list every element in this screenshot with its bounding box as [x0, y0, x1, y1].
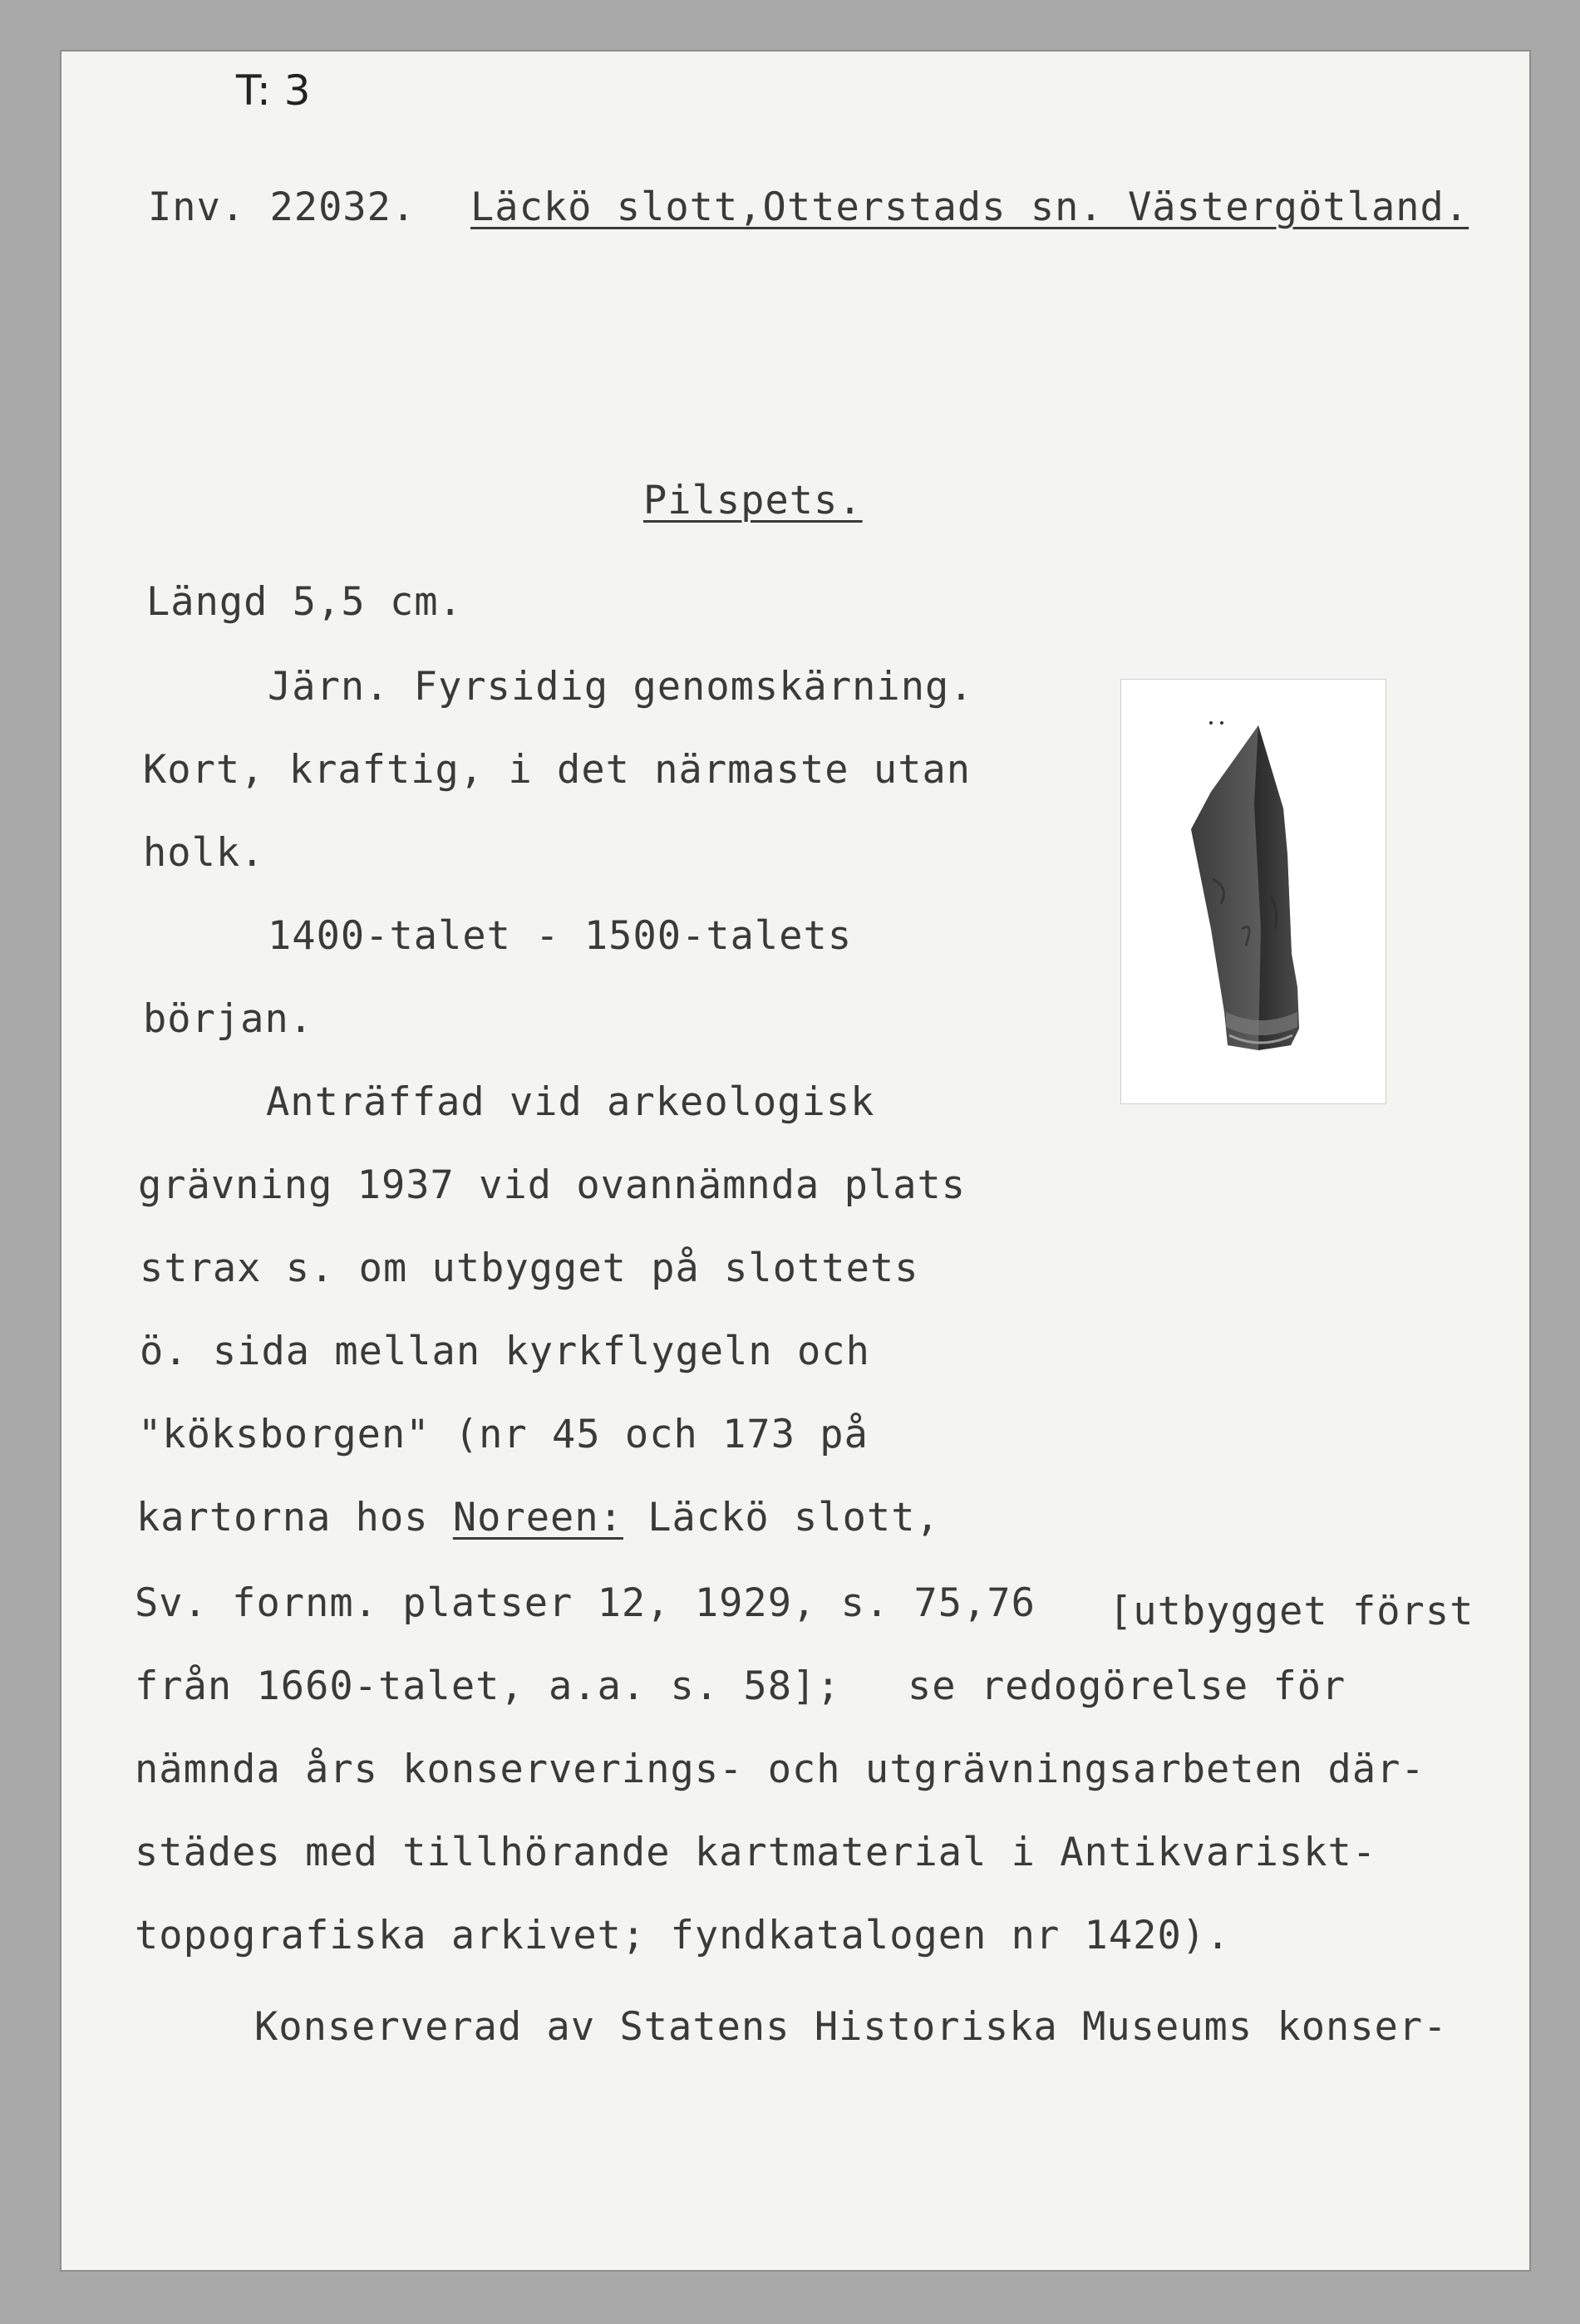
text-line: se redogörelse för [908, 1663, 1346, 1709]
author-reference: Noreen: [452, 1495, 623, 1540]
text-line: Konserverad av Statens Historiska Museums konser- [254, 2004, 1448, 2050]
text-line: städes med tillhörande kartmaterial i Antikvariskt- [135, 1830, 1377, 1875]
location-line: Läckö slott,Otterstads sn. Västergötland. [470, 184, 1469, 230]
arrowhead-image [1121, 680, 1386, 1103]
text-line: [utbygget först [1109, 1589, 1474, 1634]
text-line: Kort, kraftig, i det närmaste utan [143, 747, 972, 793]
text-line: holk. [143, 830, 265, 876]
dating-line: 1400-talet - 1500-talets [268, 913, 853, 959]
inventory-number: Inv. 22032. [148, 184, 416, 230]
text-line: ö. sida mellan kyrkflygeln och [140, 1329, 870, 1374]
text-line [136, 1495, 940, 1540]
text-line: strax s. om utbygget på slottets [140, 1246, 919, 1291]
arrowhead-photo [1120, 679, 1386, 1104]
length-line: Längd 5,5 cm. [146, 579, 463, 625]
text-line: nämnda års konserverings- och utgrävningsarbeten där- [135, 1747, 1425, 1792]
text-line: topografiska arkivet; fyndkatalogen nr 1420). [135, 1913, 1231, 1958]
dating-line: början. [143, 996, 314, 1042]
text-line: Sv. fornm. platser 12, 1929, s. 75,76 [135, 1580, 1036, 1626]
text-line: Järn. Fyrsidig genomskärning. [268, 664, 974, 710]
object-title: Pilspets. [643, 478, 863, 523]
text-line: från 1660-talet, a.a. s. 58]; [135, 1663, 841, 1709]
text-line: grävning 1937 vid ovannämnda plats [138, 1162, 967, 1208]
text-segment: kartorna hos [136, 1495, 429, 1540]
catalog-card [62, 52, 1529, 2270]
text-segment: Läckö slott, [647, 1495, 940, 1540]
handwritten-mark: T: 3 [236, 66, 311, 115]
text-line: Anträffad vid arkeologisk [266, 1079, 875, 1125]
text-line: "köksborgen" (nr 45 och 173 på [138, 1412, 869, 1457]
